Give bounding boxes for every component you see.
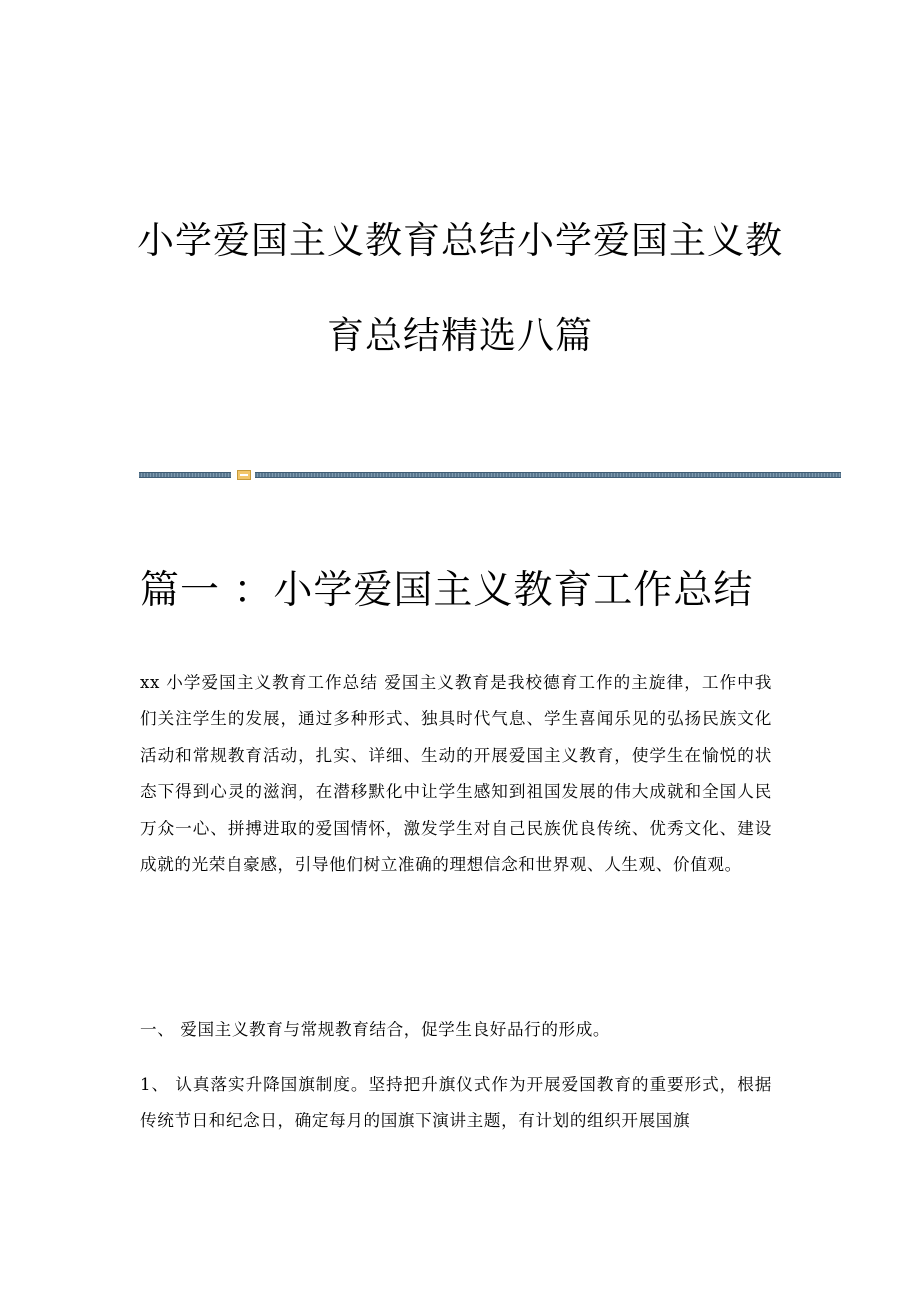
divider-bar-right <box>255 472 841 478</box>
document-title-line-1: 小学爱国主义教育总结小学爱国主义教 <box>137 219 783 262</box>
paragraph-intro: xx 小学爱国主义教育工作总结 爱国主义教育是我校德育工作的主旋律，工作中我们关注学生的发展，通过多种形式、独具时代气息、学生喜闻乐见的弘扬民族文化活动和常规教育活动，扎实、详细、生动的开展爱国主义教育，使学生在愉悦的状态下得到心灵的滋润，在潜移默化中让学生感知到祖国发展的伟大成就和全国人民万众一心、拼搏进取的爱国情怀，激发学生对自己民族优良传统、优秀文化、建设成就的光荣自豪感，引导他们树立准确的理想信念和世界观、人生观、价值观。 <box>140 673 772 875</box>
document-title-line-2: 育总结精选八篇 <box>327 314 593 357</box>
paragraph-item-1: 1、 认真落实升降国旗制度。坚持把升旗仪式作为开展爱国教育的重要形式，根据传统节日和纪念日，确定每月的国旗下演讲主题，有计划的组织开展国旗 <box>140 1075 772 1131</box>
section-heading: 篇一 ：小学爱国主义教育工作总结 <box>140 568 754 613</box>
decorative-divider <box>139 470 841 480</box>
divider-bar-left <box>139 472 231 478</box>
paragraph-heading-1: 一、 爱国主义教育与常规教育结合，促学生良好品行的形成。 <box>140 1020 611 1039</box>
divider-ornament-icon <box>237 470 251 480</box>
